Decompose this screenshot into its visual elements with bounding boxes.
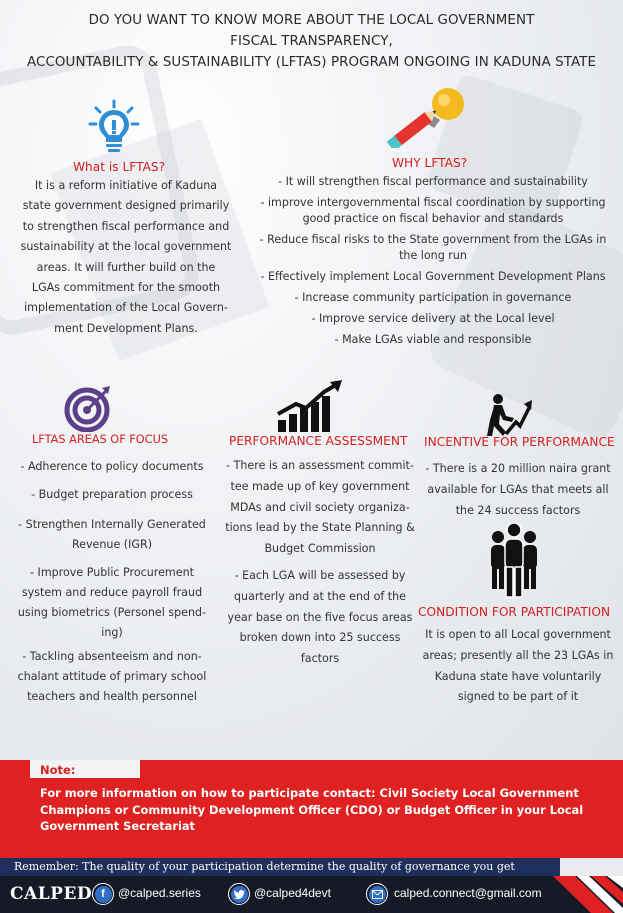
remember-text: Remember: The quality of your participation determine the quality of governance you get [14, 860, 515, 873]
why-item: - improve intergovernmental fiscal coordination by supporting [260, 196, 606, 209]
incentive-heading: INCENTIVE FOR PERFORMANCE [424, 435, 615, 449]
why-item: - Make LGAs viable and responsible [334, 333, 532, 346]
facebook-icon[interactable]: f [92, 883, 114, 905]
page-title [0, 10, 623, 73]
facebook-handle[interactable]: @calped.series [118, 886, 201, 900]
focus-item: - Improve Public Procurement system and reduce payroll fraud using biometrics (Personel spend- ing) [17, 566, 207, 639]
lightbulb-icon [88, 98, 140, 160]
title-line-3: ACCOUNTABILITY & SUSTAINABILITY (LFTAS) PROGRAM ONGOING IN KADUNA STATE [26, 55, 597, 70]
email-address[interactable]: calped.connect@gmail.com [394, 886, 542, 900]
focus-heading: LFTAS AREAS OF FOCUS [32, 433, 169, 446]
why-item: - Improve service delivery at the Local level [311, 312, 555, 325]
why-list [252, 174, 614, 348]
incentive-body: - There is a 20 million naira grant available for LGAs that meets all the 24 success factors [425, 462, 611, 517]
what-line: implementation of the Local Govern- [24, 301, 228, 315]
performance-body: - There is an assessment commit- tee made up of key government MDAs and civil society organiza- tions lead by the State Planning & Budget Commission - Each LGA will be assessed by quarterly and at the end of the year base on the five focus areas broken down into 25 success factors [225, 459, 415, 666]
note-text: For more information on how to participate contact: Civil Society Local Government Champions or Community Development Officer (CDO) or Budget Officer in your Local Government Secretariat [40, 786, 584, 833]
email-icon[interactable] [366, 883, 388, 905]
target-icon [64, 384, 114, 436]
condition-body: It is open to all Local government areas; presently all the 23 LGAs in Kaduna state have voluntarily signed to be part of it [422, 628, 614, 704]
why-item: - Effectively implement Local Government Development Plans [260, 270, 606, 283]
what-line: sustainability at the local government [20, 240, 232, 254]
twitter-icon[interactable] [228, 883, 250, 905]
brand-logo: CALPED [10, 884, 93, 904]
note-label: Note: [40, 763, 76, 777]
twitter-handle[interactable]: @calped4devt [254, 886, 331, 900]
condition-heading: CONDITION FOR PARTICIPATION [418, 605, 611, 619]
why-heading: WHY LFTAS? [392, 156, 468, 170]
focus-list [6, 459, 218, 707]
focus-item: - Tackling absenteeism and non- chalant attitude of primary school teachers and health personnel [17, 650, 207, 703]
what-line: areas. It will further build on the [36, 260, 216, 274]
focus-item: - Strengthen Internally Generated Revenue (IGR) [18, 518, 206, 551]
group-people-icon [483, 521, 545, 603]
what-body [6, 176, 246, 339]
why-item: the long run [399, 249, 467, 262]
why-item: - Increase community participation in governance [294, 291, 572, 304]
idea-pencil-icon [384, 82, 474, 152]
why-item: - It will strengthen fiscal performance and sustainability [278, 175, 588, 188]
growth-chart-icon [276, 380, 346, 438]
what-line: It is a reform initiative of Kaduna [34, 179, 218, 192]
what-line: state government designed primarily [22, 199, 230, 213]
focus-item: - Budget preparation process [31, 488, 193, 501]
title-line-2: FISCAL TRANSPARENCY, [230, 34, 393, 49]
what-line: to strengthen fiscal performance and [22, 219, 230, 233]
title-line-1: DO YOU WANT TO KNOW MORE ABOUT THE LOCAL GOVERNMENT [88, 13, 535, 28]
what-heading: What is LFTAS? [73, 160, 166, 174]
what-line: LGAs commitment for the smooth [31, 281, 221, 295]
why-item: - Reduce fiscal risks to the State government from the LGAs in [259, 233, 607, 246]
footer-decoration [533, 858, 623, 913]
what-line: ment Development Plans. [54, 321, 198, 335]
performance-heading: PERFORMANCE ASSESSMENT [229, 434, 408, 448]
focus-item: - Adherence to policy documents [20, 460, 204, 473]
why-item: good practice on fiscal behavior and standards [302, 212, 564, 225]
